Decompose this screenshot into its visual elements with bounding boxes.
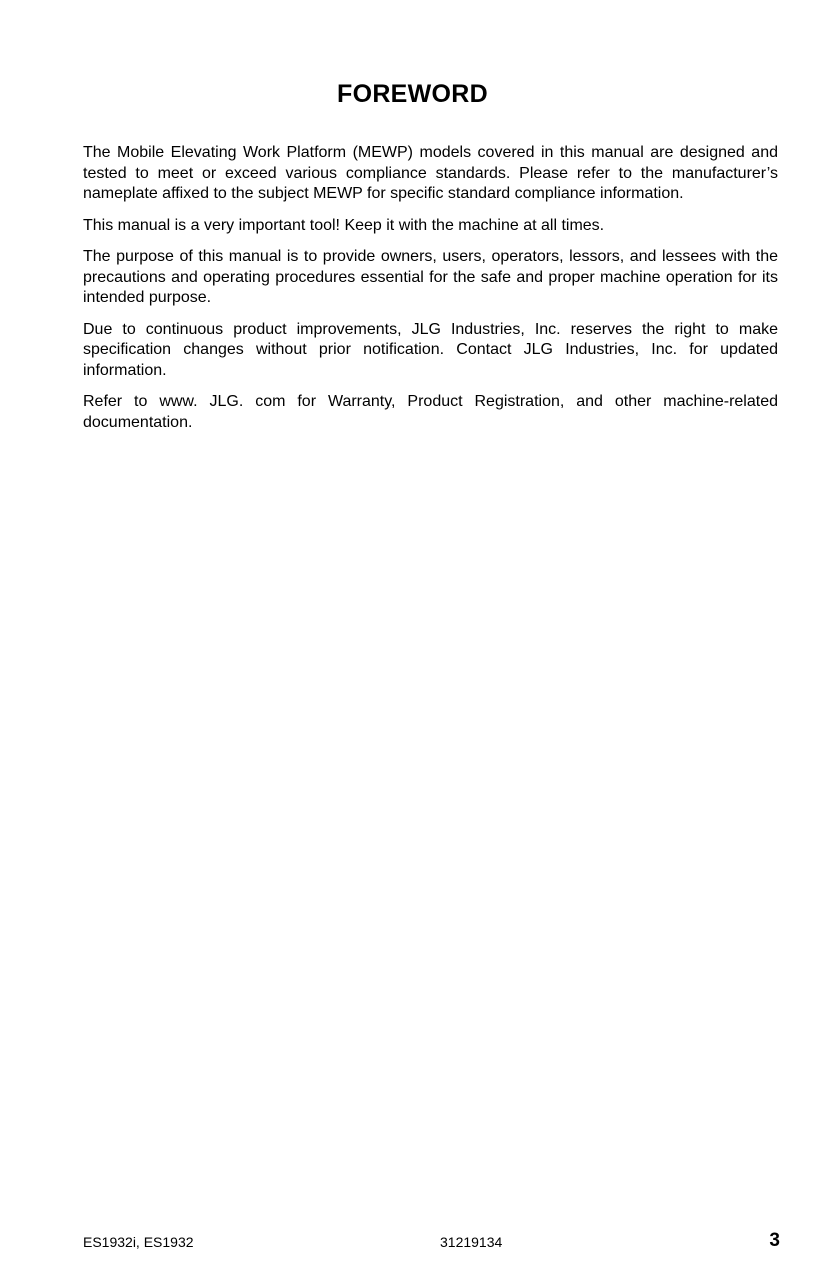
page-footer (83, 1232, 780, 1252)
footer-models: ES1932i, ES1932 (83, 1234, 194, 1250)
footer-page-number: 3 (769, 1230, 780, 1251)
paragraph-product-improvements: Due to continuous product improvements, JLG Industries, Inc. reserves the right to make specification changes without prior notification. Contact JLG Industries, Inc. for updated information. (83, 320, 778, 379)
page-title: FOREWORD (337, 80, 488, 108)
paragraph-important-tool: This manual is a very important tool! Keep it with the machine at all times. (83, 216, 605, 234)
paragraph-compliance: The Mobile Elevating Work Platform (MEWP) models covered in this manual are designed and tested to meet or exceed various compliance standards. Please refer to the manufacturer’s nameplate affixed to the subject MEWP for specific standard compliance information. (83, 144, 778, 202)
paragraph-purpose: The purpose of this manual is to provide owners, users, operators, lessors, and lessees with the precautions and operating procedures essential for the safe and proper machine operation for its intended purpose. (83, 248, 778, 306)
foreword-body (83, 143, 778, 444)
footer-document-number: 31219134 (440, 1234, 503, 1250)
paragraph-website-reference: Refer to www. JLG. com for Warranty, Product Registration, and other machine-related documentation. (83, 393, 778, 431)
